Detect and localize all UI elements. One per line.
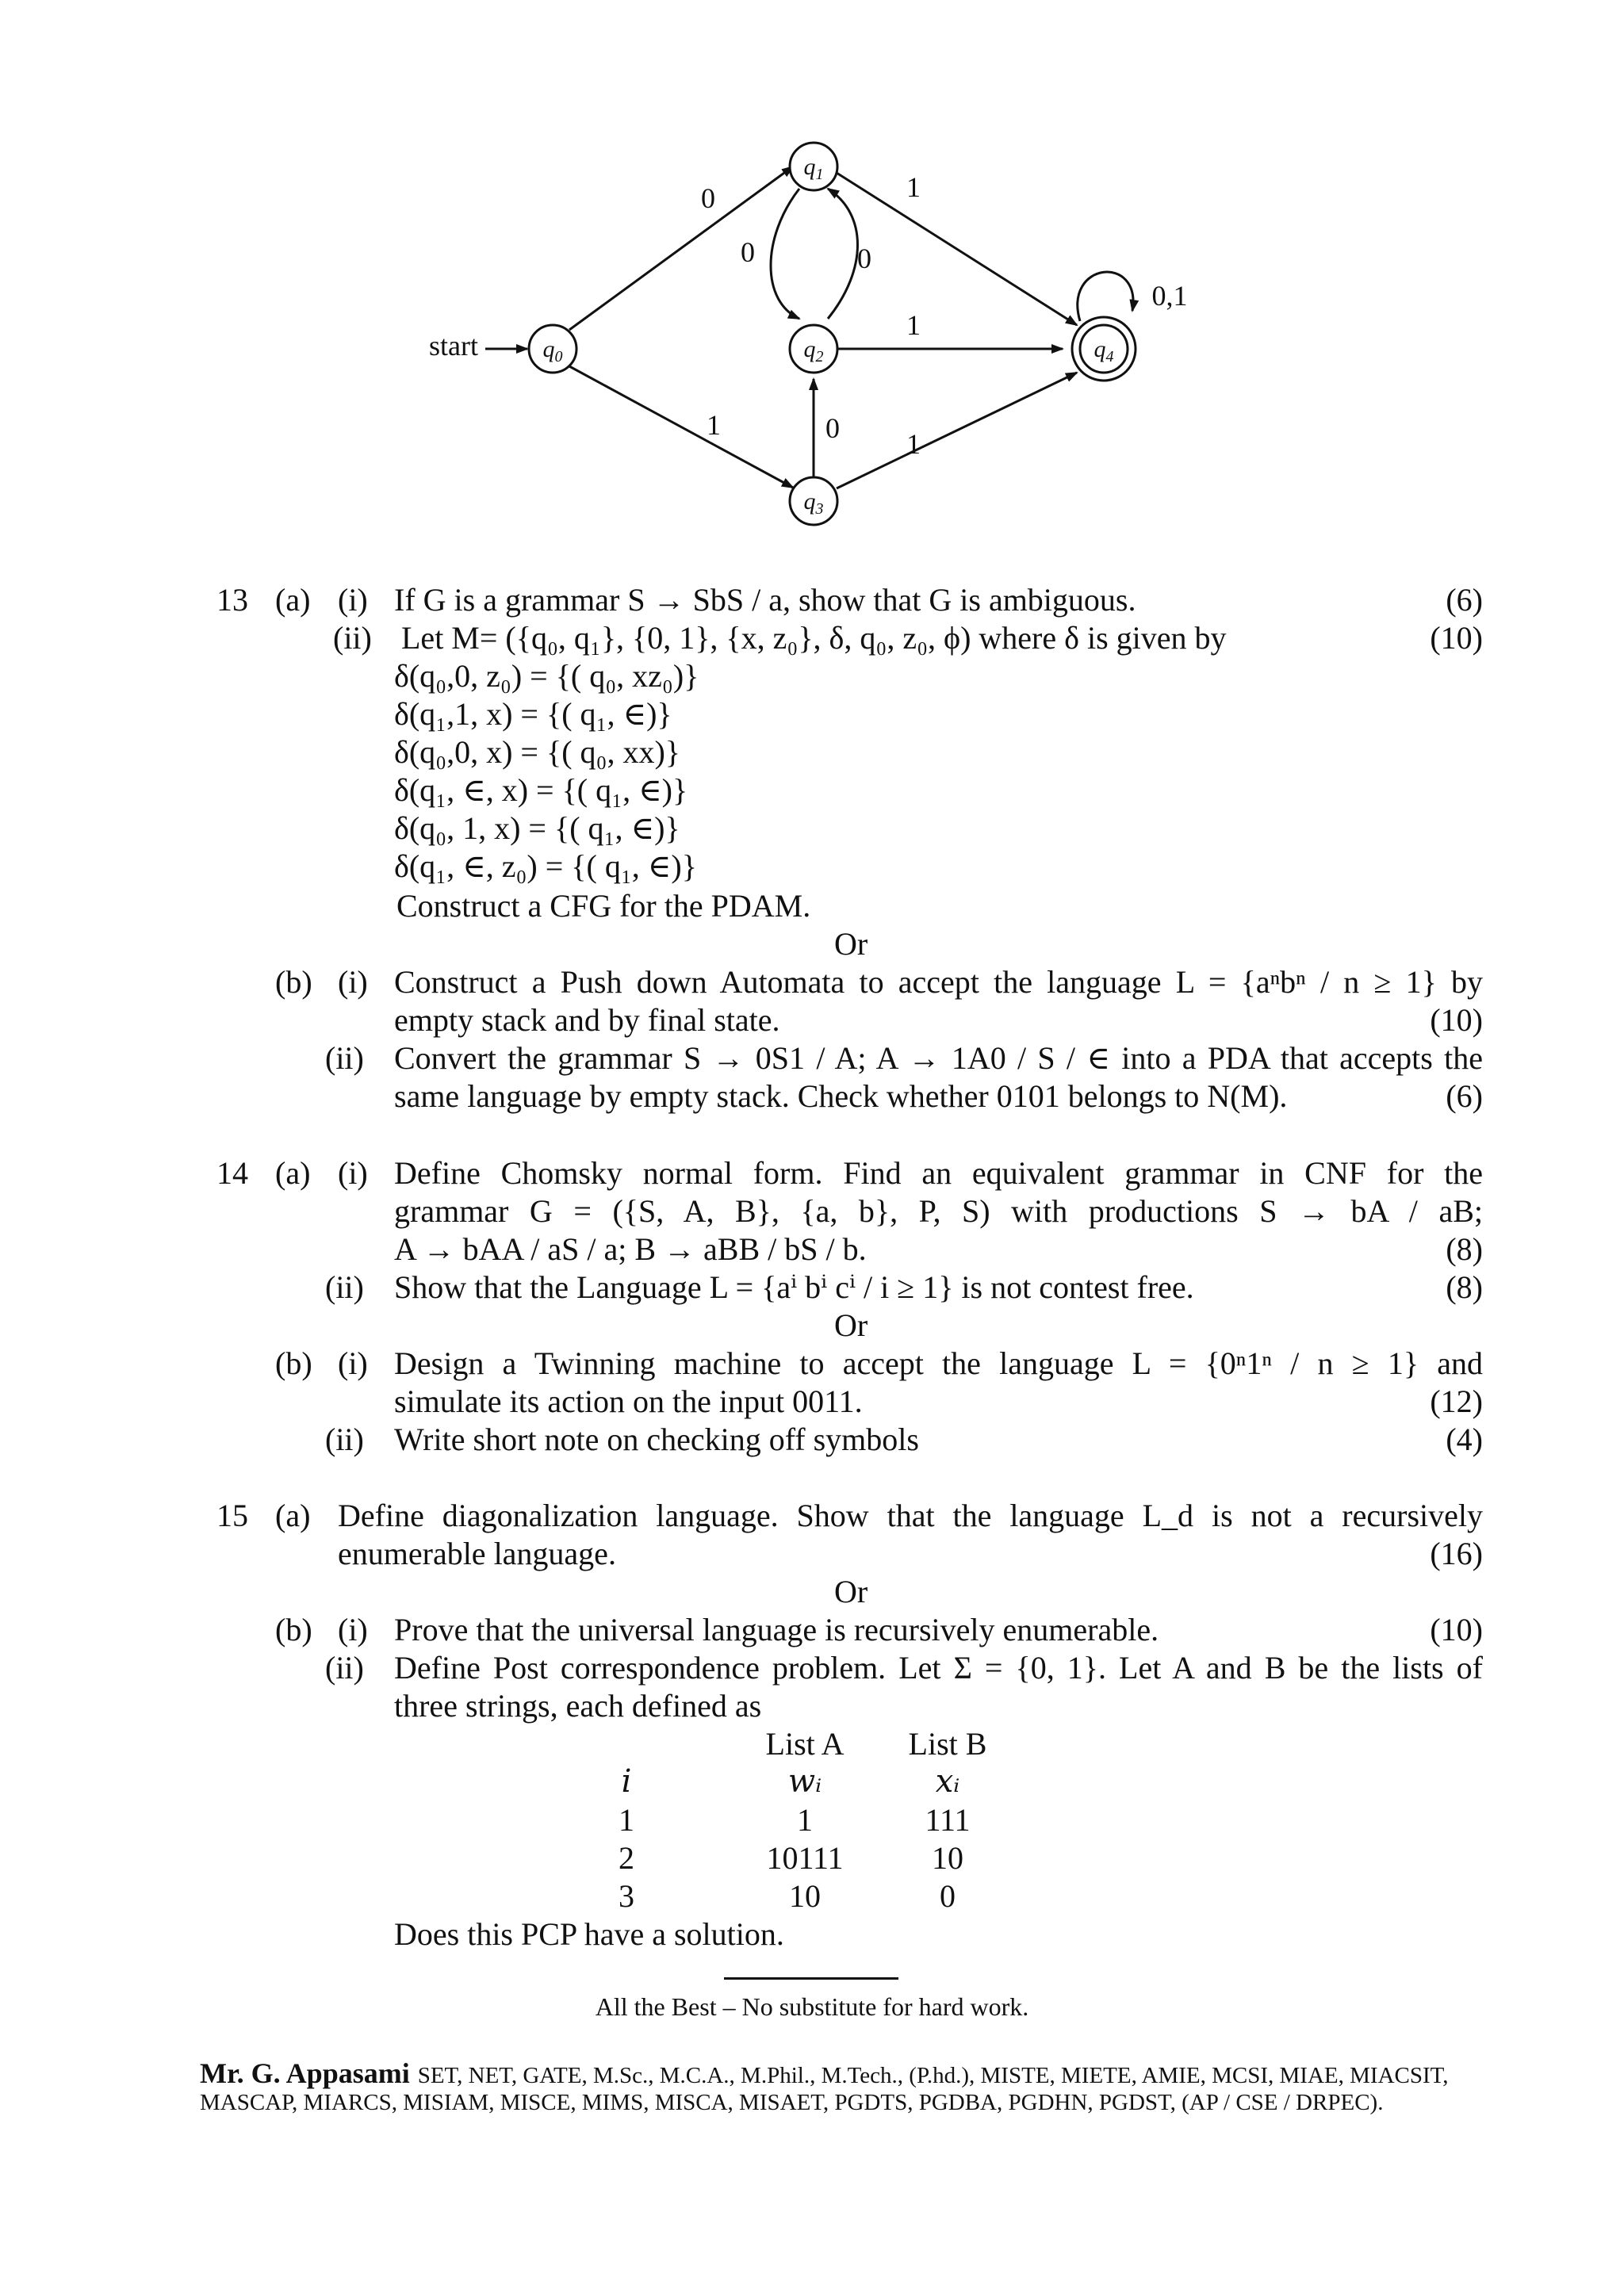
q14-b-i-line1: Design a Twinning machine to accept the language L = {0ⁿ1ⁿ / n ≥ 1} and: [394, 1345, 1483, 1381]
table-subheader-i: i: [621, 1763, 632, 1800]
state-label-q4: $q_4$: [1094, 336, 1114, 365]
table-cell: 10: [789, 1878, 821, 1914]
edge-label: 1: [707, 409, 721, 441]
q15-b-i-text: Prove that the universal language is recursively enumerable.: [394, 1612, 1159, 1647]
edge-label: 1: [906, 171, 921, 203]
q15-a-marks: (16): [1430, 1536, 1483, 1571]
q13-b-ii-label: (ii): [325, 1040, 364, 1076]
edge-q4-self: [1078, 272, 1133, 321]
q13-construct: Construct a CFG for the PDAM.: [396, 888, 811, 924]
edge-q3-q4: [837, 373, 1077, 488]
automaton-diagram: [0, 0, 1624, 539]
q13-b-i-line1: Construct a Push down Automata to accept the language L = {aⁿbⁿ / n ≥ 1} by: [394, 964, 1483, 1000]
q15-question: Does this PCP have a solution.: [394, 1916, 784, 1952]
q13-a-i-label: (i): [338, 582, 368, 618]
q14-a-i-line2: grammar G = ({S, A, B}, {a, b}, P, S) with productions S → bA / aB;: [394, 1193, 1483, 1229]
edge-label: 1: [906, 428, 921, 460]
q14-b-label: (b): [275, 1345, 312, 1381]
table-cell: 10111: [766, 1840, 844, 1876]
q15-b-i-label: (i): [338, 1612, 368, 1647]
delta-line: δ(q₁, ∈, x) = {( q₁, ∈)}: [394, 772, 688, 808]
q14-a-i-line3: A → bAA / aS / a; B → aBB / bS / b.: [394, 1231, 867, 1267]
q13-b-i-marks: (10): [1430, 1002, 1483, 1038]
q15-b-ii-line2: three strings, each defined as: [394, 1688, 762, 1724]
q15-a-label: (a): [275, 1498, 311, 1533]
author-block: [200, 2053, 1448, 2091]
q13-a-label: (a): [275, 582, 311, 618]
q15-b-ii-line1: Define Post correspondence problem. Let Σ = {0, 1}. Let A and B be the lists of: [394, 1650, 1483, 1686]
edge-q0-q3: [569, 366, 793, 488]
table-subheader-x: xᵢ: [935, 1763, 960, 1800]
edge-label: 1: [906, 309, 921, 341]
q14-b-i-marks: (12): [1430, 1383, 1483, 1419]
table-cell: 0: [940, 1878, 956, 1914]
table-subheader-w: wᵢ: [787, 1763, 822, 1800]
q13-b-ii-marks: (6): [1446, 1078, 1483, 1114]
q14-a-ii-marks: (8): [1446, 1269, 1483, 1305]
q14-b-ii-label: (ii): [325, 1422, 364, 1457]
delta-line: δ(q₁,1, x) = {( q₁, ∈)}: [394, 696, 672, 732]
q14-b-ii-text: Write short note on checking off symbols: [394, 1422, 919, 1457]
delta-line: δ(q₀,0, x) = {( q₀, xx)}: [394, 734, 680, 770]
edge-q1-q4: [837, 173, 1077, 325]
q14-a-ii-text: Show that the Language L = {aⁱ bⁱ cⁱ / i ≥ 1} is not contest free.: [394, 1269, 1194, 1305]
q13-a-i-text: If G is a grammar S → SbS / a, show that G is ambiguous.: [394, 582, 1136, 618]
q15-b-i-marks: (10): [1430, 1612, 1483, 1647]
q14-number: 14: [216, 1155, 248, 1191]
q14-a-i-marks: (8): [1446, 1231, 1483, 1267]
q14-a-i-label: (i): [338, 1155, 368, 1191]
table-cell: 111: [925, 1802, 971, 1838]
delta-line: δ(q₀,0, z₀) = {( q₀, xz₀)}: [394, 658, 699, 694]
table-cell: 1: [619, 1802, 634, 1838]
table-cell: 3: [619, 1878, 634, 1914]
q14-a-ii-label: (ii): [325, 1269, 364, 1305]
q13-b-ii-line1: Convert the grammar S → 0S1 / A; A → 1A0 / S / ∈ into a PDA that accepts the: [394, 1040, 1483, 1076]
q14-a-i-line1: Define Chomsky normal form. Find an equivalent grammar in CNF for the: [394, 1155, 1483, 1191]
author-name: Mr. G. Appasami: [200, 2057, 410, 2089]
edge-label: 0: [825, 412, 840, 444]
edge-label: 0: [857, 243, 871, 274]
table-header-list-a: List A: [765, 1726, 845, 1762]
q14-b-i-label: (i): [338, 1345, 368, 1381]
edge-label: 0: [741, 236, 755, 268]
end-divider: [724, 1977, 898, 1980]
q15-or: Or: [834, 1574, 868, 1609]
q15-a-line2: enumerable language.: [338, 1536, 616, 1571]
delta-line: δ(q₁, ∈, z₀) = {( q₁, ∈)}: [394, 848, 697, 884]
q15-b-ii-label: (ii): [325, 1650, 364, 1686]
table-cell: 10: [932, 1840, 963, 1876]
author-credentials-line1: SET, NET, GATE, M.Sc., M.C.A., M.Phil., M.Tech., (P.hd.), MISTE, MIETE, AMIE, MCSI, MIAE, MIACSIT,: [417, 2063, 1449, 2088]
state-label-q1: $q_1$: [803, 154, 824, 183]
start-label: start: [429, 330, 478, 362]
q13-b-i-label: (i): [338, 964, 368, 1000]
table-header-list-b: List B: [908, 1726, 987, 1762]
q13-or: Or: [834, 926, 868, 962]
author-credentials-line2: MASCAP, MIARCS, MISIAM, MISCE, MIMS, MISCA, MISAET, PGDTS, PGDBA, PGDHN, PGDST, (AP / CSE / DRPEC).: [200, 2090, 1384, 2115]
edge-q0-q1: [569, 166, 793, 330]
table-cell: 1: [797, 1802, 813, 1838]
closing-note: All the Best – No substitute for hard work.: [595, 1992, 1029, 2021]
q13-b-label: (b): [275, 964, 312, 1000]
q15-number: 15: [216, 1498, 248, 1533]
q14-a-label: (a): [275, 1155, 311, 1191]
q14-or: Or: [834, 1307, 868, 1343]
delta-line: δ(q₀, 1, x) = {( q₁, ∈)}: [394, 810, 680, 846]
q13-a-i-marks: (6): [1446, 582, 1483, 618]
table-cell: 2: [619, 1840, 634, 1876]
q14-b-i-line2: simulate its action on the input 0011.: [394, 1383, 863, 1419]
edge-q2-q1: [828, 189, 858, 319]
state-label-q3: $q_3$: [803, 488, 824, 518]
q13-a-ii-label: (ii): [333, 620, 372, 656]
q13-number: 13: [216, 582, 248, 618]
q14-b-ii-marks: (4): [1446, 1422, 1483, 1457]
q13-a-ii-text: Let M= ({q₀, q₁}, {0, 1}, {x, z₀}, δ, q₀, z₀, ϕ) where δ is given by: [401, 620, 1227, 656]
state-label-q0: $q_0$: [542, 336, 563, 365]
edge-q1-q2: [771, 189, 799, 319]
q13-a-ii-marks: (10): [1430, 620, 1483, 656]
q13-b-ii-line2: same language by empty stack. Check whether 0101 belongs to N(M).: [394, 1078, 1288, 1114]
q13-b-i-line2: empty stack and by final state.: [394, 1002, 780, 1038]
edge-label: 0: [701, 182, 715, 214]
edge-label: 0,1: [1151, 280, 1188, 312]
q15-b-label: (b): [275, 1612, 312, 1647]
q15-a-line1: Define diagonalization language. Show that the language L_d is not a recursively: [338, 1498, 1483, 1533]
state-label-q2: $q_2$: [803, 336, 824, 365]
